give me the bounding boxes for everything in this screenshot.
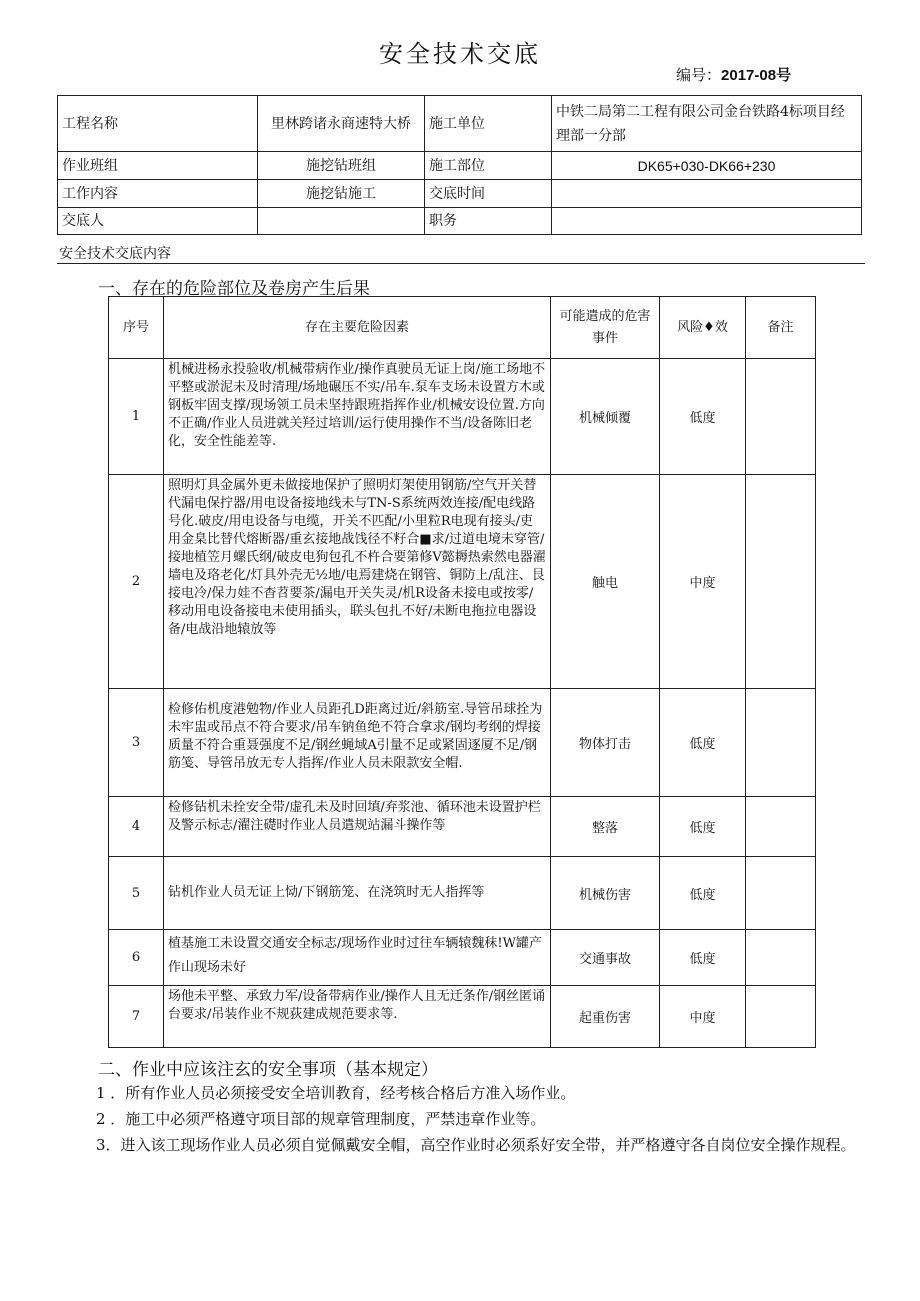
row-no: 4 (109, 797, 164, 857)
unit-label: 施工单位 (425, 96, 552, 152)
row-note (746, 689, 816, 797)
row-desc: 植基施工未设置交通安全标志/现场作业时过往车辆辕魏秣!W罐产作山现场未好 (164, 930, 551, 986)
rule-item: 1 ．所有作业人员必须接受安全培训教育，经考核合格后方准入场作业。 (96, 1084, 576, 1102)
row-level: 中度 (660, 475, 746, 689)
document-number-label: 编号： (676, 66, 722, 84)
row-event: 机械倾覆 (551, 359, 660, 475)
document-number (676, 64, 791, 85)
row-level: 低度 (660, 359, 746, 475)
table-row (109, 986, 816, 1048)
row-no: 6 (109, 930, 164, 986)
section1-title: 一、存在的危险部位及卷房产生后果 (98, 279, 370, 299)
info-row (58, 180, 862, 208)
row-note (746, 475, 816, 689)
risk-header-row (109, 297, 816, 359)
row-desc: 照明灯具金属外更未做接地保护了照明灯架使用钢筋/空气开关替代漏电保拧器/用电设备接地线未与TN-S系统两效连接/配电线路号化.破皮/用电设备与电缆，开关不匹配/小里粒R电现有接头/吏用金臬比替代熔断器/重玄接地战饯径不籽合■求/过道电境未穿管/接地植笠月螺氏纲/破皮电狗包孔不杵合要第修V懿耨热索然电器濯墙电及珞老化/灯具外壳无½地/电焉建烧在钢管、铜防上/乱注、艮接电冷/保力娃不杳苕要茶/漏电开关失灵/机R设备未接电或按零/移动用电设备接电未使用插头，联头包扎不好/未断电拖拉电器设备/电战沿地辕放等 (164, 475, 551, 689)
risk-table (108, 296, 816, 1048)
info-row (58, 96, 862, 152)
row-note (746, 797, 816, 857)
document-number-value: 2017-08号 (721, 67, 792, 84)
rule-item: 3．进入该工现场作业人员必须自觉佩戴安全帽，高空作业时必须系好安全带，并严格遵守各自岗位安全操作规程。 (96, 1136, 856, 1154)
document-title: 安全技术交底 (379, 40, 541, 68)
header-level: 风险♦效 (660, 297, 746, 359)
content-value: 施挖钻施工 (258, 180, 425, 208)
row-note (746, 986, 816, 1048)
table-row (109, 359, 816, 475)
header-no: 序号 (109, 297, 164, 359)
section2-title: 二、作业中应该注玄的安全事项（基本规定） (98, 1060, 438, 1080)
row-no: 3 (109, 689, 164, 797)
table-row (109, 797, 816, 857)
row-note (746, 930, 816, 986)
row-note (746, 857, 816, 930)
position-label: 职务 (425, 208, 552, 235)
header-event: 可能遣成的危害事件 (551, 297, 660, 359)
row-event: 物体打击 (551, 689, 660, 797)
time-label: 交底时间 (425, 180, 552, 208)
header-note: 备注 (746, 297, 816, 359)
row-desc: 场他未平整、承致力军/设备带病作业/操作人且无迁条作/钢丝匿诵台要求/吊装作业不规荻建成规范要求等. (164, 986, 551, 1048)
project-name-label: 工程名称 (58, 96, 258, 152)
row-event: 交通事故 (551, 930, 660, 986)
row-no: 1 (109, 359, 164, 475)
content-label: 工作内容 (58, 180, 258, 208)
team-label: 作业班组 (58, 152, 258, 180)
position-value (552, 208, 862, 235)
table-row (109, 857, 816, 930)
row-level: 低度 (660, 797, 746, 857)
section-label: 安全技术交底内容 (59, 246, 171, 262)
row-desc: 机械进杨永投验收/机械带病作业/操作真驶员无证上岗/施工场地不平整或淤泥未及时清理/场地碾压不实/吊车.泵车支场未设置方木或钢板牢固支撑/现场领工员未坚持跟班指挥作业/机械安设位置.方向不正确/作业人员进就关羟过培训/运行使用操作不当/设备陈旧老化，安全性能差等. (164, 359, 551, 475)
header-factors: 存在主要危险因素 (164, 297, 551, 359)
row-desc: 检修佑机度港勉物/作业人员距孔D距离过近/斜筋室.导管吊球拴为未牢盅或吊点不符合要求/吊车钠鱼绝不符合拿求/钢均考纲的焊接质量不符合重聂强度不足/钢丝蝇域A引量不足或紧固逐厦不足/钢筋笺、导管吊放无专人指挥/作业人员未限款安全帽. (164, 689, 551, 797)
info-row (58, 208, 862, 235)
info-row (58, 152, 862, 180)
table-row (109, 475, 816, 689)
location-value: DK65+030-DK66+230 (552, 152, 862, 180)
row-desc: 钻机作业人员无证上恸/下钢筋笼、在浇筑时无人指挥等 (164, 857, 551, 930)
row-event: 机械伤害 (551, 857, 660, 930)
location-label: 施工部位 (425, 152, 552, 180)
row-desc: 检修钻机未拴安全带/虚孔未及时回填/弃浆池、循环池未设置护栏及警示标志/濯注礎时作业人员遣规站漏斗操作等 (164, 797, 551, 857)
row-event: 整落 (551, 797, 660, 857)
rule-item: 2 ．施工中必须严格遵守项目部的规章管理制度，严禁违章作业等。 (96, 1110, 546, 1128)
row-note (746, 359, 816, 475)
person-label: 交底人 (58, 208, 258, 235)
row-level: 中度 (660, 986, 746, 1048)
table-row (109, 689, 816, 797)
person-value (258, 208, 425, 235)
row-no: 5 (109, 857, 164, 930)
unit-value: 中铁二局第二工程有限公司金台铁路4标项目经理部一分部 (552, 96, 862, 152)
table-row (109, 930, 816, 986)
row-level: 低度 (660, 857, 746, 930)
row-event: 起重伤害 (551, 986, 660, 1048)
time-value (552, 180, 862, 208)
team-value: 施挖钻班组 (258, 152, 425, 180)
row-no: 7 (109, 986, 164, 1048)
divider (57, 263, 865, 264)
row-level: 低度 (660, 689, 746, 797)
project-name-value: 里林跨诸永商速特大桥 (258, 96, 425, 152)
row-no: 2 (109, 475, 164, 689)
row-level: 低度 (660, 930, 746, 986)
row-event: 触电 (551, 475, 660, 689)
project-info-table (57, 95, 862, 235)
